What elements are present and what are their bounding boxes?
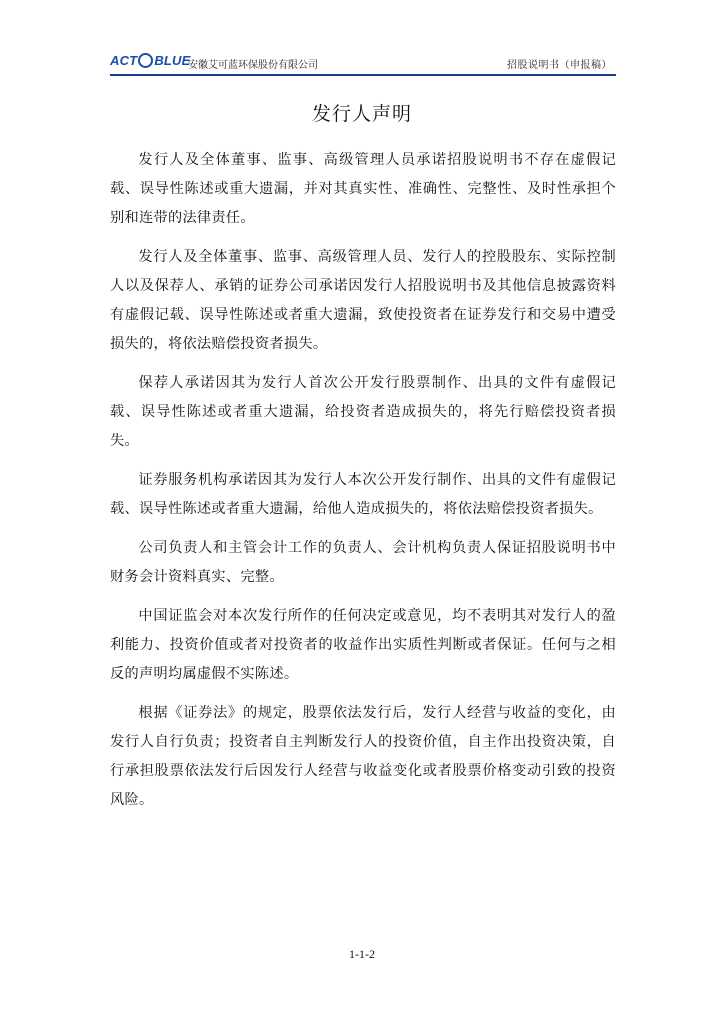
paragraph: 保荐人承诺因其为发行人首次公开发行股票制作、出具的文件有虚假记载、误导性陈述或者重大遗漏，给投资者造成损失的，将先行赔偿投资者损失。 <box>110 375 616 449</box>
paragraph: 中国证监会对本次发行所作的任何决定或意见，均不表明其对发行人的盈利能力、投资价值或者对投资者的收益作出实质性判断或者保证。任何与之相反的声明均属虚假不实陈述。 <box>110 608 616 682</box>
company-logo <box>110 53 191 68</box>
paragraph: 发行人及全体董事、监事、高级管理人员、发行人的控股股东、实际控制人以及保荐人、承销的证券公司承诺因发行人招股说明书及其他信息披露资料有虚假记载、误导性陈述或者重大遗漏，致使投资者在证券发行和交易中遭受损失的，将依法赔偿投资者损失。 <box>110 249 616 352</box>
page-title: 发行人声明 <box>311 103 412 125</box>
paragraph: 证券服务机构承诺因其为发行人本次公开发行制作、出具的文件有虚假记载、误导性陈述或者重大遗漏，给他人造成损失的，将依法赔偿投资者损失。 <box>110 472 616 517</box>
logo-text-act: ACT <box>110 53 138 68</box>
company-name: 安徽艾可蓝环保股份有限公司 <box>188 60 318 71</box>
paragraph: 根据《证券法》的规定，股票依法发行后，发行人经营与收益的变化，由发行人自行负责；投资者自主判断发行人的投资价值，自主作出投资决策，自行承担股票依法发行后因发行人经营与收益变化或者股票价格变动引致的投资风险。 <box>110 705 616 808</box>
logo-text-blue: BLUE <box>154 53 191 68</box>
page-header <box>110 52 616 76</box>
logo-ring-icon <box>138 53 153 68</box>
paragraph: 发行人及全体董事、监事、高级管理人员承诺招股说明书不存在虚假记载、误导性陈述或重大遗漏，并对其真实性、准确性、完整性、及时性承担个别和连带的法律责任。 <box>110 152 616 226</box>
declaration-body <box>110 146 616 825</box>
paragraph: 公司负责人和主管会计工作的负责人、会计机构负责人保证招股说明书中财务会计资料真实、完整。 <box>110 540 616 585</box>
page-number: 1-1-2 <box>349 947 375 961</box>
document-type: 招股说明书（申报稿） <box>507 60 612 71</box>
